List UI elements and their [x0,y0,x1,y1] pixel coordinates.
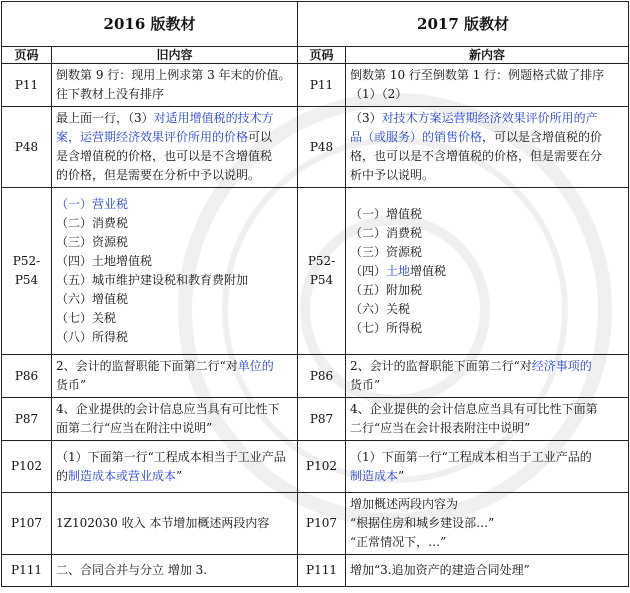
text-segment: “根据住房和城乡建设部…” [350,516,495,530]
text-segment: 4、企业提供的会计信息应当具有可比性下面第 [350,402,598,416]
new-content-cell [346,493,629,555]
text-segment: （七）关税 [56,311,117,325]
text-segment: ” [176,468,183,483]
text-line [350,128,624,147]
new-content-cell [346,398,629,441]
new-page-cell: P107 [298,493,346,555]
text-segment: 增加概述两段内容为 [350,497,459,511]
comparison-table [1,1,629,587]
text-line [350,319,624,338]
old-content-cell [52,555,298,587]
highlighted-text: 土地 [386,263,411,278]
text-line [350,495,624,514]
text-line [350,514,624,533]
old-content-cell [52,107,298,188]
text-line [350,281,624,300]
text-segment: 最上面一行，（3） [56,111,154,125]
new-page-cell: P111 [298,555,346,587]
text-segment: （1）（2） [350,87,408,101]
text-line [56,309,293,328]
text-line [56,233,293,252]
text-segment: 二、合同合并与分立 增加 3. [56,563,208,577]
text-segment: （五）城市维护建设税和教育费附加 [56,273,249,287]
new-page-cell: P11 [298,64,346,107]
text-line [56,357,293,376]
text-segment: 可以 [248,130,273,144]
new-content-cell [346,107,629,188]
highlighted-text: 经济事项的 [531,359,592,373]
highlighted-text: 单位的 [237,359,274,373]
old-page-cell: P107 [2,493,52,555]
text-line [350,147,624,166]
table-row [2,355,629,398]
text-segment: （六）增值税 [56,292,129,306]
text-segment: 倒数第 9 行：现用上例求第 3 年末的价值。 [56,68,291,82]
old-page-cell: P111 [2,555,52,587]
table-row [2,555,629,587]
text-line [56,400,293,419]
old-page-cell: P102 [2,441,52,493]
text-line [56,85,293,104]
text-line [350,400,624,419]
text-segment: （一）增值税 [350,206,423,221]
text-line [350,561,624,580]
old-page-cell: P52- P54 [2,188,52,355]
text-segment: 格，也可以是不含增值税的价格，但是需要在分 [350,149,603,163]
new-content-cell [346,355,629,398]
text-line [350,224,624,243]
header-row [2,2,629,47]
old-content-cell [52,64,298,107]
text-segment: （1）下面第一行“工程成本相当于工业产品 [56,449,286,464]
old-page-cell: P86 [2,355,52,398]
text-segment: （三）资源税 [56,235,129,249]
new-content-cell [346,64,629,107]
text-segment: ” [398,468,405,483]
table-row [2,107,629,188]
text-line [56,448,293,467]
text-segment: 增加“3.追加资产的建造合同处理” [350,563,530,577]
new-content-cell [346,188,629,355]
text-segment: （3） [350,111,382,125]
text-line [350,205,624,224]
highlighted-text: 制造成本 [350,468,399,483]
highlighted-text: 对适用增值税的技术方 [153,111,274,125]
text-line [56,214,293,233]
text-line [56,66,293,85]
text-line [350,419,624,438]
text-line [56,514,293,533]
text-segment: （三）资源税 [350,244,423,259]
text-line [350,467,624,486]
new-content-cell [346,441,629,493]
page-label-left: 页码 [2,47,52,64]
text-line [56,271,293,290]
old-content-cell [52,441,298,493]
text-segment: （四）土地增值税 [56,254,153,268]
text-segment: “正常情况下，…” [350,535,447,549]
text-segment: 增值税 [410,263,447,278]
text-segment: 的 [56,468,69,483]
text-segment: 析中予以说明。 [350,168,435,182]
old-content-label: 旧内容 [52,47,298,64]
text-line [56,328,293,347]
text-line [56,419,293,438]
table-row [2,398,629,441]
text-line [350,300,624,319]
new-content-cell [346,555,629,587]
text-line [350,166,624,185]
text-segment: 二行“应当在会计报表附注中说明” [350,421,531,435]
text-segment: 面第二行“应当在附注中说明” [56,421,213,435]
text-line [56,290,293,309]
text-segment: （六）关税 [350,301,411,316]
text-segment: 货币” [56,378,87,392]
text-segment: （二）消费税 [350,225,423,240]
text-line [56,467,293,486]
old-content-cell [52,188,298,355]
text-line [350,109,624,128]
text-line [56,128,293,147]
old-page-cell: P48 [2,107,52,188]
text-line [350,357,624,376]
page-label-right: 页码 [298,47,346,64]
right-title: 2017 版教材 [298,2,629,47]
text-line [350,262,624,281]
text-segment: （四） [350,263,387,278]
highlighted-text: 案，运营期经济效果评价所用的价格 [56,130,249,144]
text-line [56,166,293,185]
text-line [56,252,293,271]
old-content-cell [52,493,298,555]
text-line [56,147,293,166]
text-line [56,376,293,395]
new-page-cell: P87 [298,398,346,441]
text-segment: 是含增值税的价格，也可以是不含增值税 [56,149,273,163]
subheader-row [2,47,629,64]
text-segment: ，可以是含增值税的价 [482,130,603,144]
text-segment: （五）附加税 [350,282,423,297]
text-segment: （八）所得税 [56,330,129,344]
new-content-label: 新内容 [346,47,629,64]
highlighted-text: 制造成本或营业成本 [68,468,177,483]
text-segment: 2、会计的监督职能下面第二行“对 [56,359,238,373]
text-segment: 的价格，但是需要在分析中予以说明。 [56,168,261,182]
highlighted-text: 品（或服务）的销售价格 [350,130,483,144]
text-line [350,85,624,104]
table-row [2,64,629,107]
text-line [350,243,624,262]
text-segment: （二）消费税 [56,216,129,230]
text-segment: 2、会计的监督职能下面第二行“对 [350,359,532,373]
text-segment: 1Z102030 收入 本节增加概述两段内容 [56,516,270,530]
new-page-cell: P48 [298,107,346,188]
old-page-cell: P87 [2,398,52,441]
text-segment: 往下教材上没有排序 [56,87,165,101]
text-line [56,195,293,214]
text-line [350,533,624,552]
highlighted-text: 对技术方案运营期经济效果评价所用的产 [381,111,598,125]
table-row [2,441,629,493]
table-row [2,493,629,555]
text-line [350,376,624,395]
highlighted-text: （一）营业税 [56,197,129,211]
left-title: 2016 版教材 [2,2,298,47]
text-segment: （七）所得税 [350,320,423,335]
text-line [56,109,293,128]
new-page-cell: P86 [298,355,346,398]
old-content-cell [52,398,298,441]
new-page-cell: P52- P54 [298,188,346,355]
table-row [2,188,629,355]
old-page-cell: P11 [2,64,52,107]
new-page-cell: P102 [298,441,346,493]
old-content-cell [52,355,298,398]
text-segment: 货币” [350,378,381,392]
text-line [56,561,293,580]
text-segment: 倒数第 10 行至倒数第 1 行：例题格式做了排序 [350,68,605,82]
text-line [350,66,624,85]
text-segment: 4、企业提供的会计信息应当具有可比性下 [56,402,280,416]
text-segment: （1）下面第一行“工程成本相当于工业产品的 [350,449,592,464]
text-line [350,448,624,467]
